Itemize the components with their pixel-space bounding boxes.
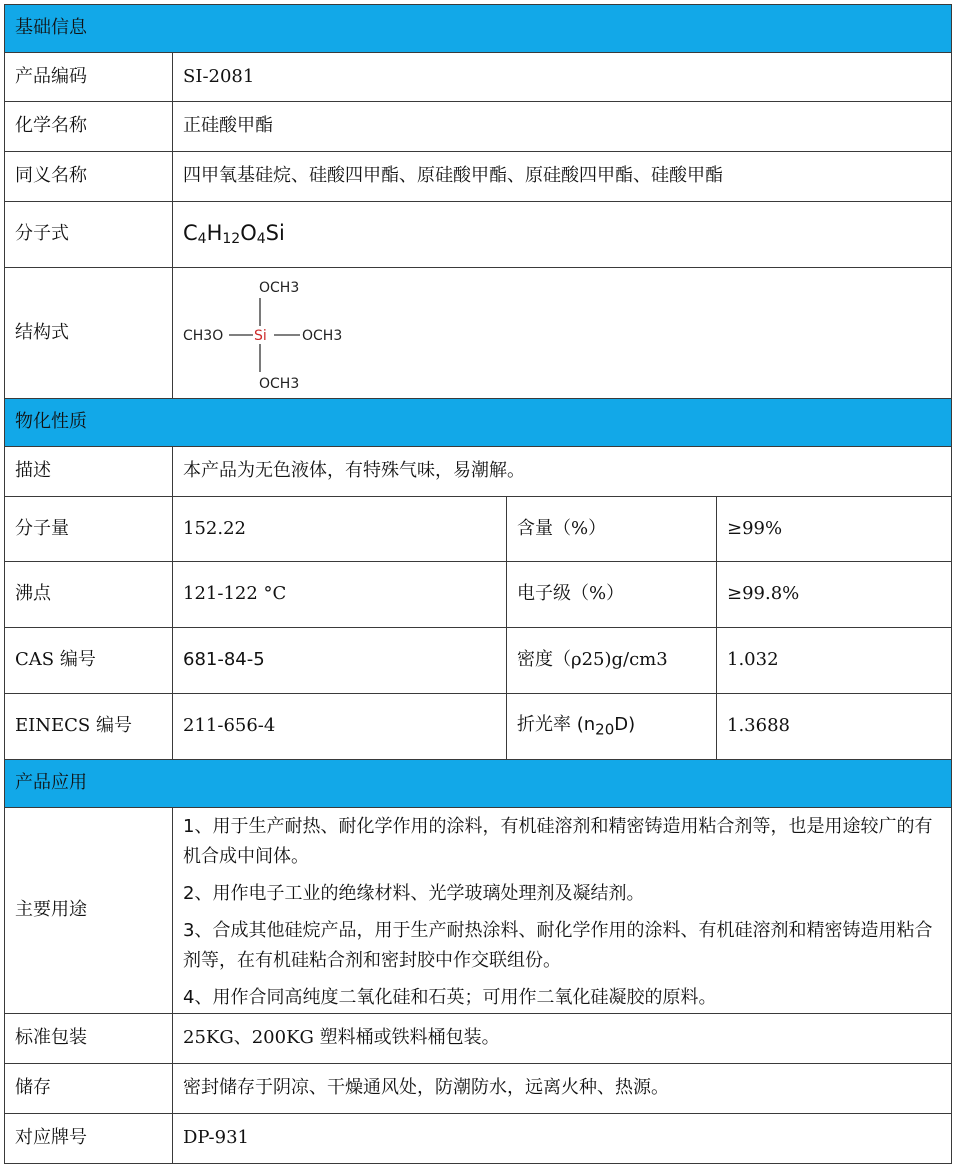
structure-bottom-group: OCH3 (259, 376, 300, 392)
row-label: EINECS 编号 (5, 694, 173, 760)
product-code: SI-2081 (173, 53, 952, 102)
table-row (5, 102, 952, 152)
section-title: 物化性质 (5, 399, 952, 447)
row-label: 密度（ρ25)g/cm3 (507, 628, 717, 694)
cas-number: 681-84-5 (173, 628, 507, 694)
table-row (5, 268, 952, 399)
table-row (5, 1114, 952, 1164)
boiling-point: 121-122 °C (173, 562, 507, 628)
row-label: 沸点 (5, 562, 173, 628)
structure-left-group: CH3O (183, 328, 224, 344)
row-label: 对应牌号 (5, 1114, 173, 1164)
section-header-physical (5, 399, 952, 447)
row-label: 含量（%） (507, 497, 717, 562)
structure-center-atom: Si (254, 328, 267, 344)
refractive-index-label: 折光率 $(n_{20}D)$ (507, 694, 717, 760)
table-row (5, 628, 952, 694)
table-row (5, 562, 952, 628)
synonyms: 四甲氧基硅烷、硅酸四甲酯、原硅酸甲酯、原硅酸四甲酯、硅酸甲酯 (173, 152, 952, 202)
table-row (5, 808, 952, 1014)
section-header-basic (5, 5, 952, 53)
section-title: 基础信息 (5, 5, 952, 53)
table-row (5, 152, 952, 202)
electronic-grade-value: ≥99.8% (717, 562, 952, 628)
description: 本产品为无色液体，有特殊气味，易潮解。 (173, 447, 952, 497)
usage-list (173, 808, 952, 1014)
row-label: 化学名称 (5, 102, 173, 152)
list-item: 1、用于生产耐热、耐化学作用的涂料，有机硅溶剂和精密铸造用粘合剂等，也是用途较广的有机合成中间体。 (183, 816, 933, 867)
row-label: 分子式 (5, 202, 173, 268)
chemical-name: 正硅酸甲酯 (173, 102, 952, 152)
section-title: 产品应用 (5, 760, 952, 808)
section-header-application (5, 760, 952, 808)
refractive-index-value: 1.3688 (717, 694, 952, 760)
structural-formula-diagram (183, 274, 403, 392)
content-value: ≥99% (717, 497, 952, 562)
table-row (5, 53, 952, 102)
einecs-number: 211-656-4 (173, 694, 507, 760)
table-row (5, 694, 952, 760)
packaging: 25KG、200KG 塑料桶或铁料桶包装。 (173, 1014, 952, 1064)
molecular-formula (173, 202, 952, 268)
row-label: 储存 (5, 1064, 173, 1114)
row-label: CAS 编号 (5, 628, 173, 694)
table-row (5, 1064, 952, 1114)
storage: 密封储存于阴凉、干燥通风处，防潮防水，远离火种、热源。 (173, 1064, 952, 1114)
product-spec-table (4, 4, 952, 1164)
row-label: 电子级（%） (507, 562, 717, 628)
row-label: 同义名称 (5, 152, 173, 202)
table-row (5, 447, 952, 497)
table-row (5, 202, 952, 268)
molecular-weight: 152.22 (173, 497, 507, 562)
table-row (5, 1014, 952, 1064)
list-item: 4、用作合同高纯度二氧化硅和石英；可用作二氧化硅凝胶的原料。 (183, 987, 717, 1008)
structure-top-group: OCH3 (259, 280, 300, 296)
row-label: 结构式 (5, 268, 173, 399)
row-label: 描述 (5, 447, 173, 497)
row-label: 标准包装 (5, 1014, 173, 1064)
row-label: 产品编码 (5, 53, 173, 102)
list-item: 2、用作电子工业的绝缘材料、光学玻璃处理剂及凝结剂。 (183, 883, 645, 904)
brand-number: DP-931 (173, 1114, 952, 1164)
list-item: 3、合成其他硅烷产品，用于生产耐热涂料、耐化学作用的涂料、有机硅溶剂和精密铸造用粘合剂等，在有机硅粘合剂和密封胶中作交联组份。 (183, 920, 933, 971)
table-row (5, 497, 952, 562)
row-label: 主要用途 (5, 808, 173, 1014)
structure-cell (173, 268, 952, 399)
density-value: 1.032 (717, 628, 952, 694)
formula-text: $C_4H_{12}O_4Si$ (183, 221, 285, 248)
row-label: 分子量 (5, 497, 173, 562)
structure-right-group: OCH3 (302, 328, 343, 344)
